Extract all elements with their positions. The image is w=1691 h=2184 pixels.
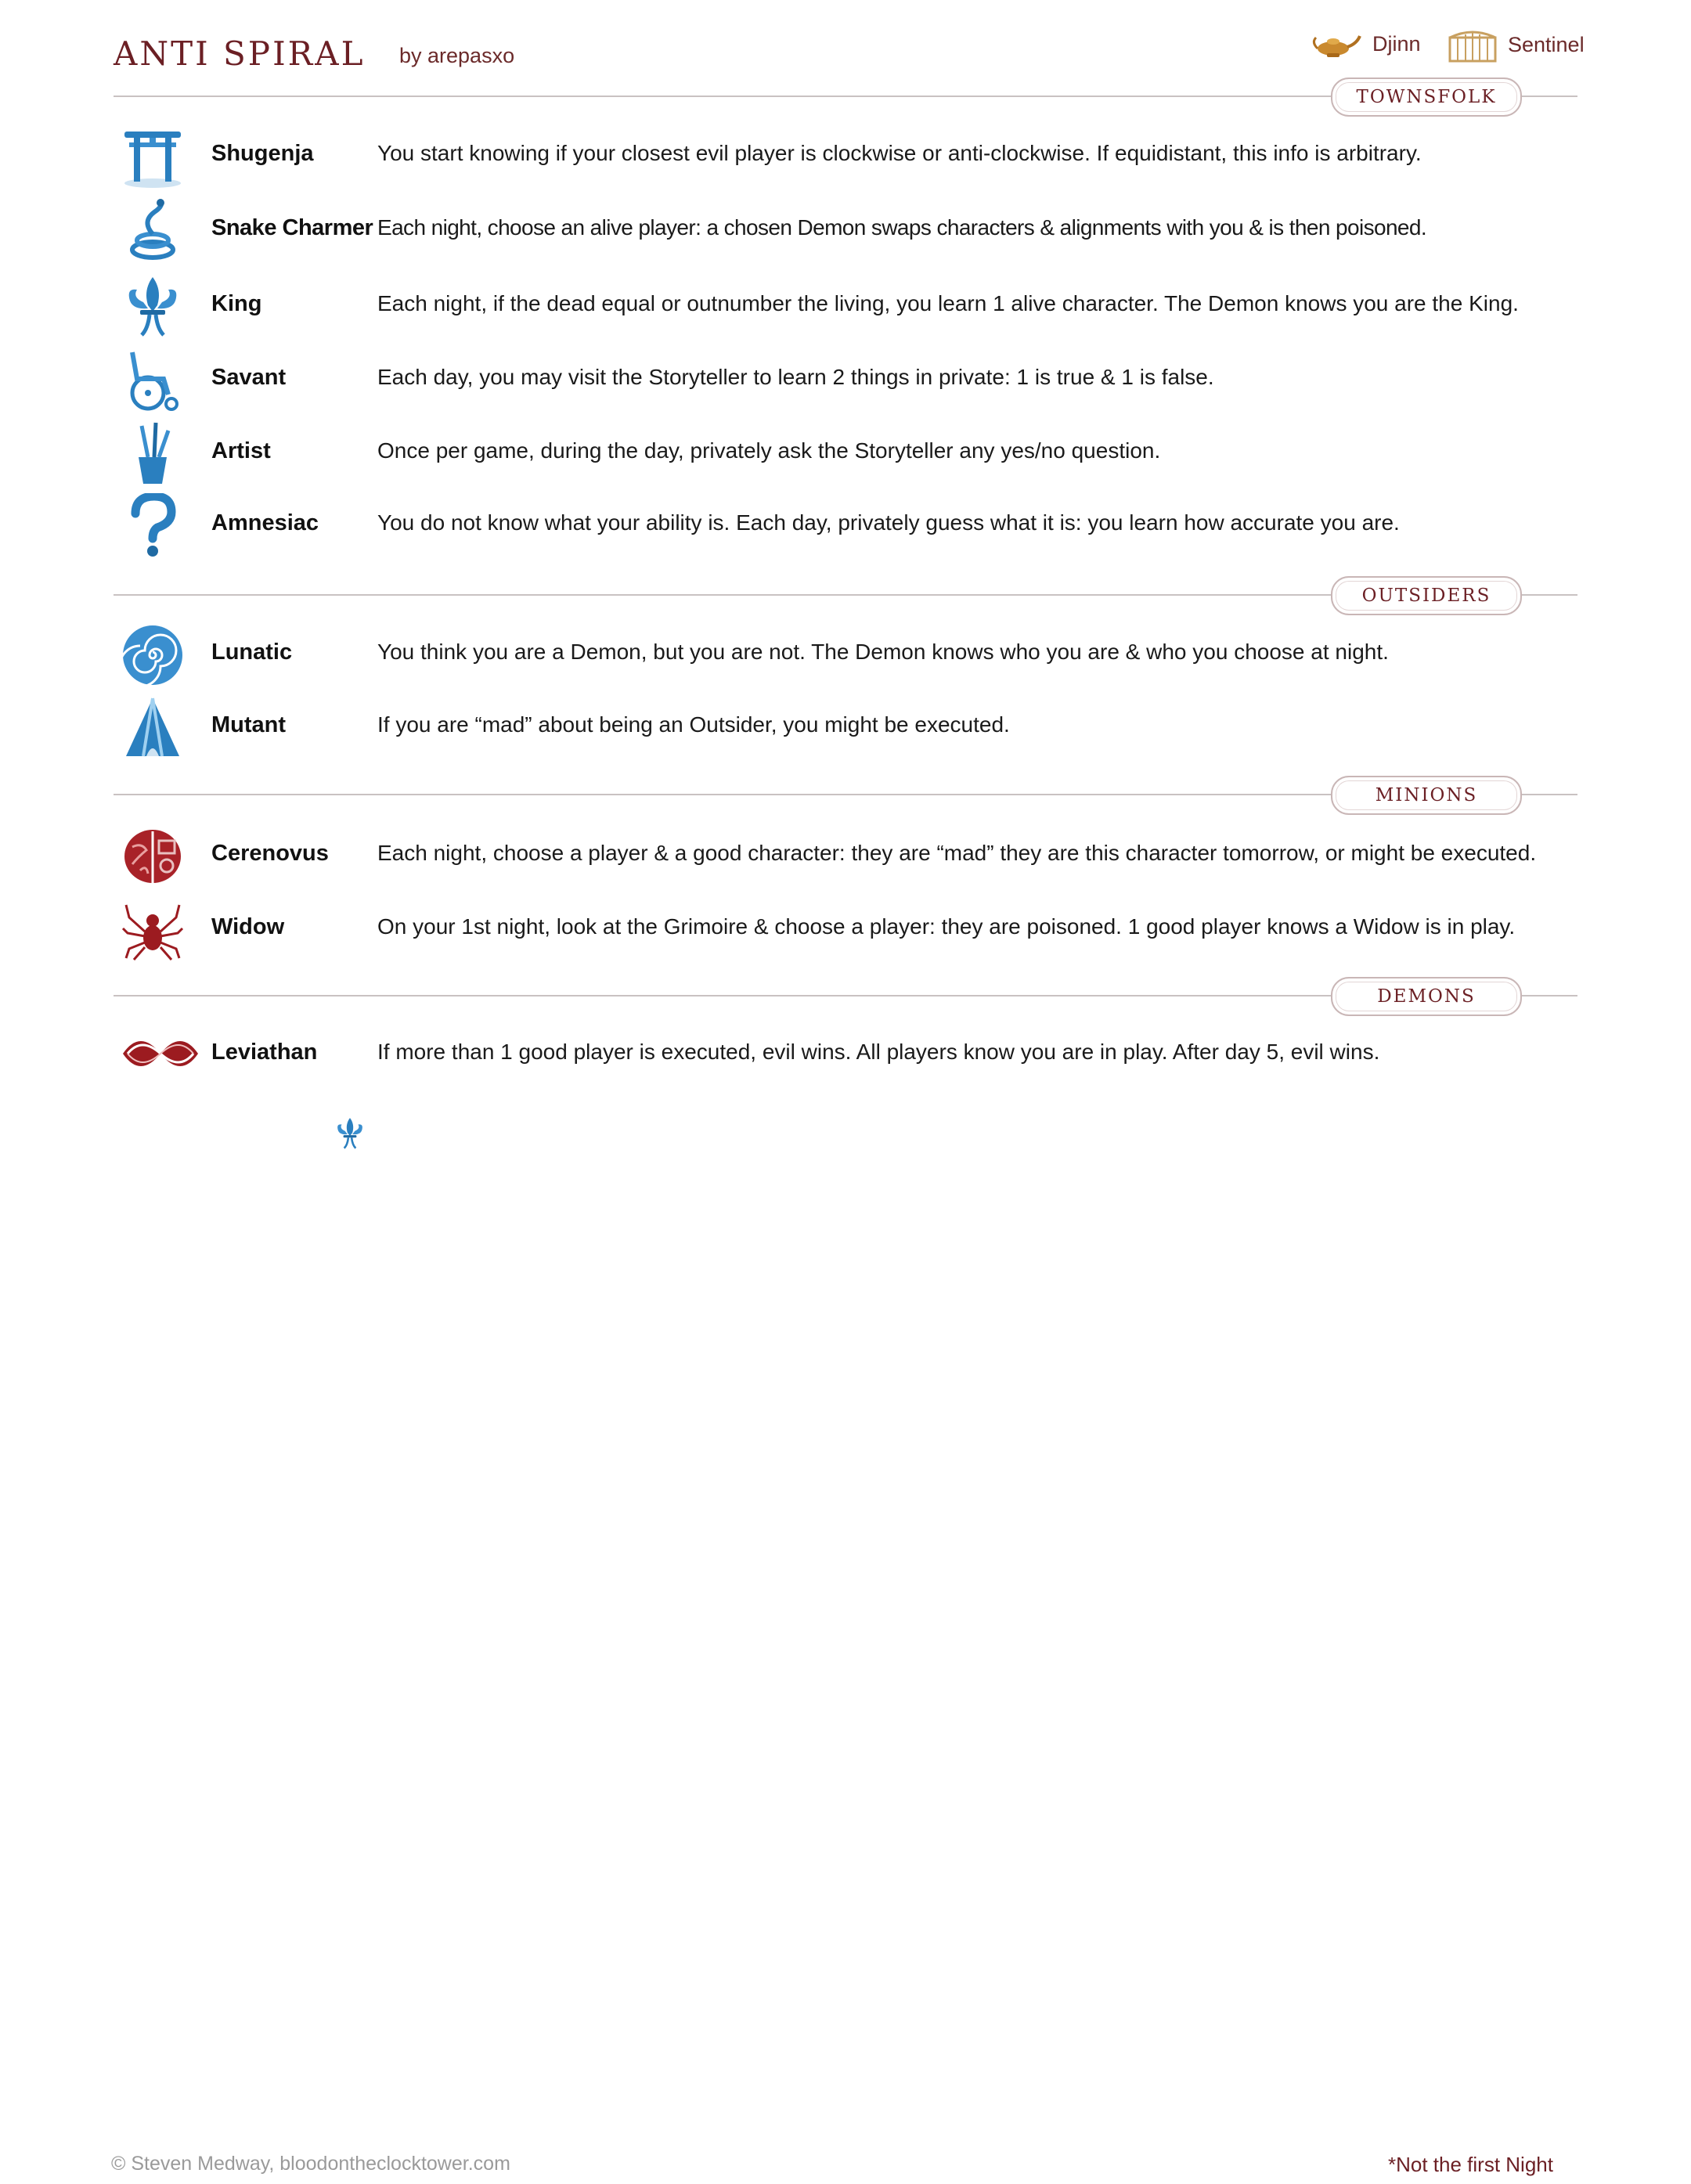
- character-ability: On your 1st night, look at the Grimoire & choose a player: they are poisoned. 1 good player knows a Widow is in play.: [377, 914, 1516, 939]
- character-row-amnesiac: [114, 493, 1577, 564]
- section-label-minions: MINIONS: [1331, 776, 1522, 815]
- character-name: Amnesiac: [211, 510, 319, 535]
- fabled-label: Sentinel: [1508, 32, 1585, 56]
- character-name: Savant: [211, 365, 287, 390]
- gate-icon: [1448, 27, 1497, 63]
- character-ability: Each night, choose an alive player: a chosen Demon swaps characters & alignments with you & is then poisoned.: [377, 215, 1427, 240]
- sea-serpent-icon: [120, 1022, 186, 1088]
- character-name: Leviathan: [211, 1040, 318, 1065]
- character-ability: You think you are a Demon, but you are not. The Demon knows who you are & who you choose at night.: [377, 640, 1389, 664]
- fabled-djinn: [1311, 27, 1421, 61]
- fabled-label: Djinn: [1372, 31, 1421, 56]
- circus-tent-icon: [120, 695, 186, 761]
- character-name: Artist: [211, 438, 271, 463]
- character-ability: Each night, if the dead equal or outnumber the living, you learn 1 alive character. The Demon knows you are the King.: [377, 291, 1519, 315]
- question-mark-icon: [120, 493, 186, 559]
- script-title: ANTI SPIRAL: [114, 34, 366, 73]
- character-name: Shugenja: [211, 141, 314, 166]
- character-ability: You start knowing if your closest evil player is clockwise or anti-clockwise. If equidistant, this info is arbitrary.: [377, 141, 1422, 165]
- section-label-townsfolk: TOWNSFOLK: [1331, 77, 1522, 117]
- character-name: Widow: [211, 914, 285, 939]
- character-row-leviathan: [114, 1022, 1577, 1163]
- snake-icon: [120, 198, 186, 264]
- paintbrushes-icon: [120, 421, 186, 487]
- character-row-mutant: [114, 695, 1577, 766]
- character-ability: If you are “mad” about being an Outsider, you might be executed.: [377, 712, 1010, 737]
- header: [0, 0, 1691, 86]
- section-label-outsiders: OUTSIDERS: [1331, 576, 1522, 615]
- section-label-demons: DEMONS: [1331, 977, 1522, 1016]
- spider-icon: [120, 897, 186, 963]
- character-name: Lunatic: [211, 640, 293, 665]
- script-author: by arepasxo: [399, 44, 515, 67]
- character-row-cerenovus: [114, 824, 1577, 894]
- character-row-snake-charmer: [114, 198, 1577, 268]
- lamp-icon: [1311, 27, 1361, 61]
- brain-icon: [120, 824, 186, 889]
- character-name: King: [211, 291, 262, 316]
- character-row-artist: [114, 421, 1577, 492]
- fleur-de-lis-icon: [120, 274, 186, 340]
- character-name: Mutant: [211, 712, 287, 737]
- character-row-shugenja: [114, 124, 1577, 194]
- spiral-icon: [120, 622, 186, 688]
- copyright-footer: © Steven Medway, bloodontheclocktower.com: [111, 2153, 510, 2175]
- wheelchair-icon: [120, 348, 186, 413]
- character-row-savant: [114, 348, 1577, 418]
- character-ability: Each day, you may visit the Storyteller to learn 2 things in private: 1 is true & 1 is false.: [377, 365, 1214, 389]
- character-row-widow: [114, 897, 1577, 968]
- fleur-de-lis-icon: [333, 1116, 367, 1151]
- fabled-sentinel: [1448, 27, 1585, 63]
- character-ability: Each night, choose a player & a good character: they are “mad” they are this character tomorrow, or might be executed.: [377, 841, 1537, 865]
- character-ability: If more than 1 good player is executed, evil wins. All players know you are in play. After day 5, evil wins.: [377, 1040, 1380, 1064]
- torii-gate-icon: [120, 124, 186, 189]
- character-ability: You do not know what your ability is. Each day, privately guess what it is: you learn how accurate you are.: [377, 510, 1400, 535]
- character-ability: Once per game, during the day, privately ask the Storyteller any yes/no question.: [377, 438, 1161, 463]
- night-note-footer: *Not the first Night: [1388, 2153, 1553, 2176]
- character-row-lunatic: [114, 622, 1577, 693]
- character-name: Cerenovus: [211, 841, 329, 866]
- character-name: Snake Charmer: [211, 215, 373, 240]
- character-row-king: [114, 274, 1577, 344]
